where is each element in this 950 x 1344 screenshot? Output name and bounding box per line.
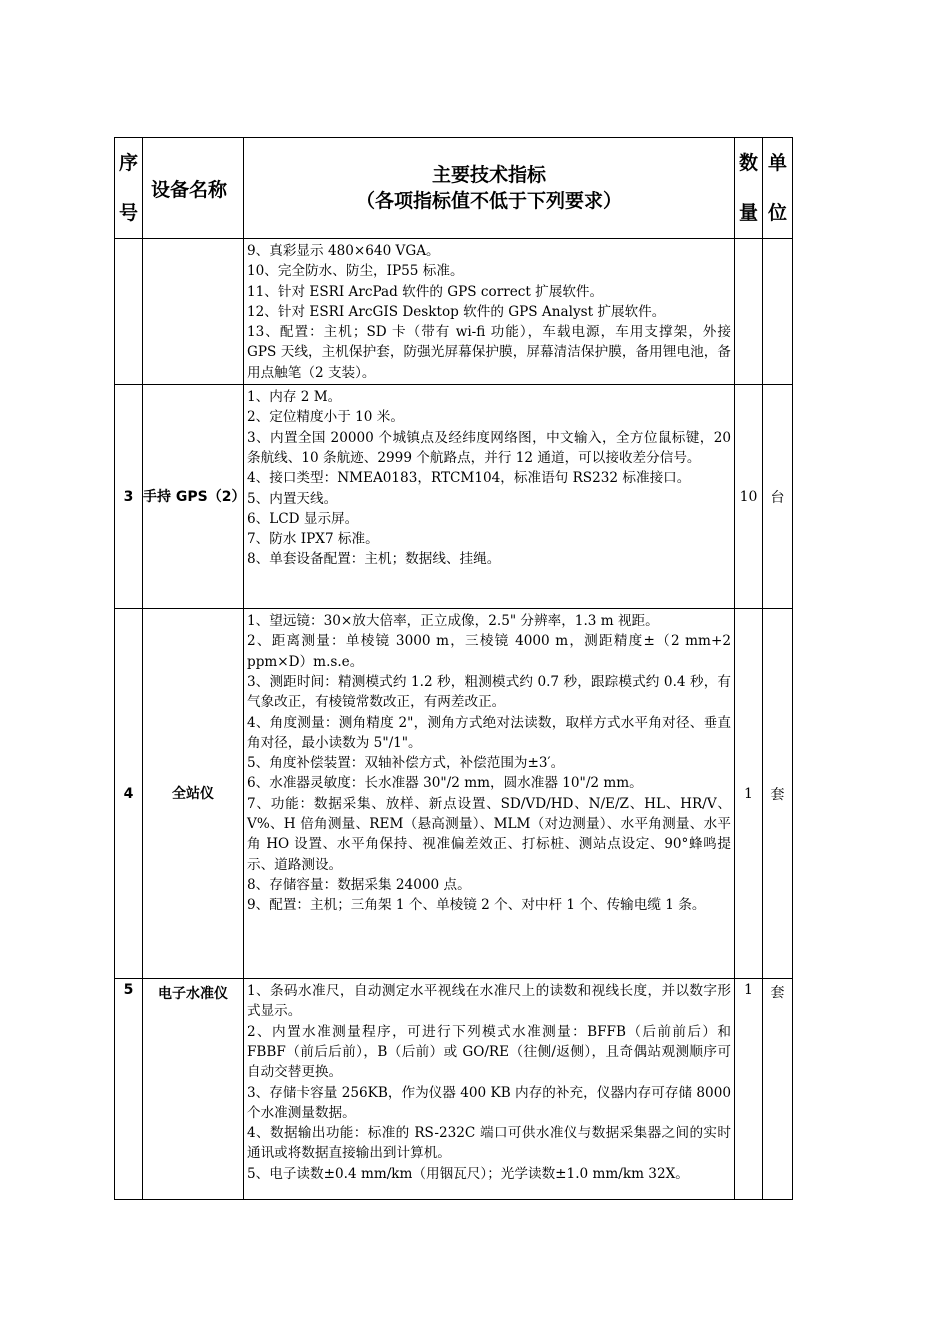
spec-item: 2、距离测量：单棱镜 3000 m，三棱镜 4000 m，测距精度±（2 mm+2 ppm×D）m.s.e。 [247,633,731,670]
row-serial-number: 4 [115,609,143,979]
row-unit: 套 [763,979,793,1200]
row-equipment-name: 全站仪 [143,609,244,979]
row-equipment-name: 手持 GPS（2） [143,385,244,609]
spec-item: 7、防水 IPX7 标准。 [247,531,379,548]
spec-item: 5、内置天线。 [247,490,338,507]
spec-item: 4、角度测量：测角精度 2"，测角方式绝对法读数，取样方式水平角对径、垂直角对径，最小读数为 5"/1"。 [247,714,731,751]
row-equipment-name [143,239,244,385]
row-spec-list [244,979,735,1200]
row-unit [763,239,793,385]
spec-item: 2、定位精度小于 10 米。 [247,409,404,426]
spec-item: 3、测距时间：精测模式约 1.2 秒，粗测模式约 0.7 秒，跟踪模式约 0.4 秒，有气象改正，有棱镜常数改正，有两差改正。 [247,673,731,711]
spec-item: 10、完全防水、防尘，IP55 标准。 [247,263,464,280]
spec-item: 8、存储容量：数据采集 24000 点。 [247,876,471,893]
spec-item: 1、条码水准尺，自动测定水平视线在水准尺上的读数和视线长度，并以数字形式显示。 [247,983,731,1020]
spec-item: 6、LCD 显示屏。 [247,510,359,527]
row-serial-number: 3 [115,385,143,609]
spec-item: 9、真彩显示 480×640 VGA。 [247,243,440,259]
header-technical-specs: 主要技术指标 （各项指标值不低于下列要求） [244,138,735,239]
row-spec-list [244,239,735,385]
header-serial-number: 序 号 [115,138,143,239]
row-serial-number: 5 [115,979,143,1200]
spec-item: 8、单套设备配置：主机；数据线、挂绳。 [247,551,501,568]
spec-item: 3、存储卡容量 256KB，作为仪器 400 KB 内存的补充，仪器内存可存储 8000 个水准测量数据。 [247,1084,731,1121]
spec-item: 6、水准器灵敏度：长水准器 30"/2 mm，圆水准器 10"/2 mm。 [247,775,643,792]
table-row-total-station [115,609,793,979]
table-header-row [115,138,793,239]
header-quantity: 数 量 [735,138,763,239]
spec-item: 5、电子读数±0.4 mm/km（用铟瓦尺）；光学读数±1.0 mm/km 32X。 [247,1165,689,1182]
row-quantity [735,239,763,385]
table-row-digital-level [115,979,793,1200]
row-serial-number [115,239,143,385]
header-equipment-name: 设备名称 [143,138,244,239]
spec-item: 12、针对 ESRI ArcGIS Desktop 软件的 GPS Analyst 扩展软件。 [247,303,666,320]
row-spec-list [244,385,735,609]
spec-item: 9、配置：主机；三角架 1 个、单棱镜 2 个、对中杆 1 个、传输电缆 1 条。 [247,897,706,914]
header-unit: 单 位 [763,138,793,239]
spec-item: 4、数据输出功能：标准的 RS-232C 端口可供水准仪与数据采集器之间的实时通讯或将数据直接输出到计算机。 [247,1125,731,1162]
row-quantity: 1 [735,979,763,1200]
row-spec-list [244,609,735,979]
row-unit: 套 [763,609,793,979]
spec-item: 3、内置全国 20000 个城镇点及经纬度网络图，中文输入，全方位鼠标键，20 条航线、10 条航迹、2999 个航路点，并行 12 通道，可以接收差分信号。 [247,429,731,466]
equipment-spec-table [114,137,793,1200]
spec-item: 1、内存 2 M。 [247,389,342,406]
row-equipment-name: 电子水准仪 [143,979,244,1200]
spec-item: 2、内置水准测量程序，可进行下列模式水准测量：BFFB（后前前后）和 FBBF（前后后前），B（后前）或 GO/RE（往侧/返侧），且奇偶站观测顺序可自动交替更换。 [247,1023,731,1081]
spec-item: 7、功能：数据采集、放样、新点设置、SD/VD/HD、N/E/Z、HL、HR/V、V%、H 倍角测量、REM（悬高测量）、MLM（对边测量）、水平角测量、水平角 HO 设置、水平角保持、视准偏差效正、打标桩、测站点设定、90°蜂鸣提示、道路测设。 [247,795,731,873]
row-unit: 台 [763,385,793,609]
spec-item: 13、配置：主机；SD 卡（带有 wi-fi 功能），车载电源，车用支撑架，外接 GPS 天线，主机保护套，防强光屏幕保护膜，屏幕清洁保护膜，备用锂电池，备用点触笔（2 支装）。 [247,324,731,381]
row-quantity: 10 [735,385,763,609]
table-row-gps-continued [115,239,793,385]
spec-item: 11、针对 ESRI ArcPad 软件的 GPS correct 扩展软件。 [247,283,604,300]
spec-item: 1、望远镜：30×放大倍率，正立成像，2.5" 分辨率，1.3 m 视距。 [247,613,659,630]
spec-item: 4、接口类型：NMEA0183，RTCM104，标准语句 RS232 标准接口。 [247,470,691,487]
row-quantity: 1 [735,609,763,979]
spec-item: 5、角度补偿装置：双轴补偿方式，补偿范围为±3′。 [247,755,565,772]
table-row-handheld-gps [115,385,793,609]
